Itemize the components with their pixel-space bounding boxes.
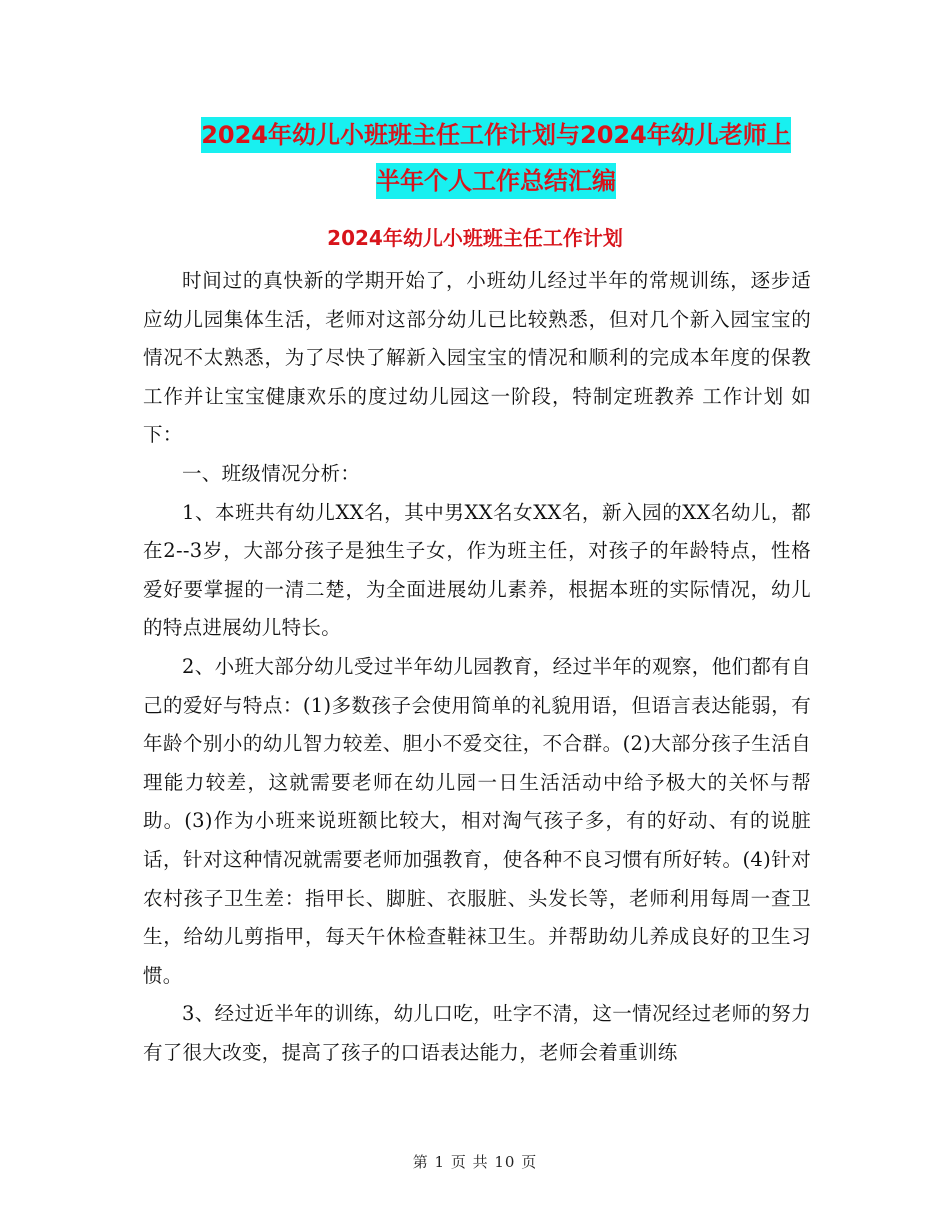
paragraph-intro: 时间过的真快新的学期开始了，小班幼儿经过半年的常规训练，逐步适应幼儿园集体生活，老师对这部分幼儿已比较熟悉，但对几个新入园宝宝的情况不太熟悉，为了尽快了解新入园宝宝的情况和顺利的完成本年度的保教工作并让宝宝健康欢乐的度过幼儿园这一阶段，特制定班教养 工作计划 如下：	[143, 269, 811, 447]
paragraph-item-3: 3、经过近半年的训练，幼儿口吃，吐字不清，这一情况经过老师的努力有了很大改变，提高了孩子的口语表达能力，老师会着重训练	[143, 1002, 811, 1064]
document-title-line-1: 2024年幼儿小班班主任工作计划与2024年幼儿老师上	[201, 117, 791, 153]
paragraph-item-1: 1、本班共有幼儿XX名，其中男XX名女XX名，新入园的XX名幼儿，都在2--3岁，大部分孩子是独生子女，作为班主任，对孩子的年龄特点，性格爱好要掌握的一清二楚，为全面进展幼儿素养，根据本班的实际情况，幼儿的特点进展幼儿特长。	[143, 500, 811, 640]
document-body	[143, 262, 811, 1072]
paragraph-heading-class-analysis: 一、班级情况分析：	[182, 461, 361, 485]
page-footer: 第 1 页 共 10 页	[412, 1153, 538, 1171]
document-title-line-2: 半年个人工作总结汇编	[376, 163, 616, 199]
document-title	[140, 112, 852, 204]
paragraph-item-2: 2、小班大部分幼儿受过半年幼儿园教育，经过半年的观察，他们都有自己的爱好与特点：(1)多数孩子会使用简单的礼貌用语，但语言表达能弱，有年龄个别小的幼儿智力较差、胆小不爱交往，不合群。(2)大部分孩子生活自理能力较差，这就需要老师在幼儿园一日生活活动中给予极大的关怀与帮助。(3)作为小班来说班额比较大，相对淘气孩子多，有的好动、有的说脏话，针对这种情况就需要老师加强教育，使各种不良习惯有所好转。(4)针对农村孩子卫生差：指甲长、脚脏、衣服脏、头发长等，老师利用每周一查卫生，给幼儿剪指甲，每天午休检查鞋袜卫生。并帮助幼儿养成良好的卫生习惯。	[143, 654, 811, 987]
section-title: 2024年幼儿小班班主任工作计划	[327, 226, 623, 250]
